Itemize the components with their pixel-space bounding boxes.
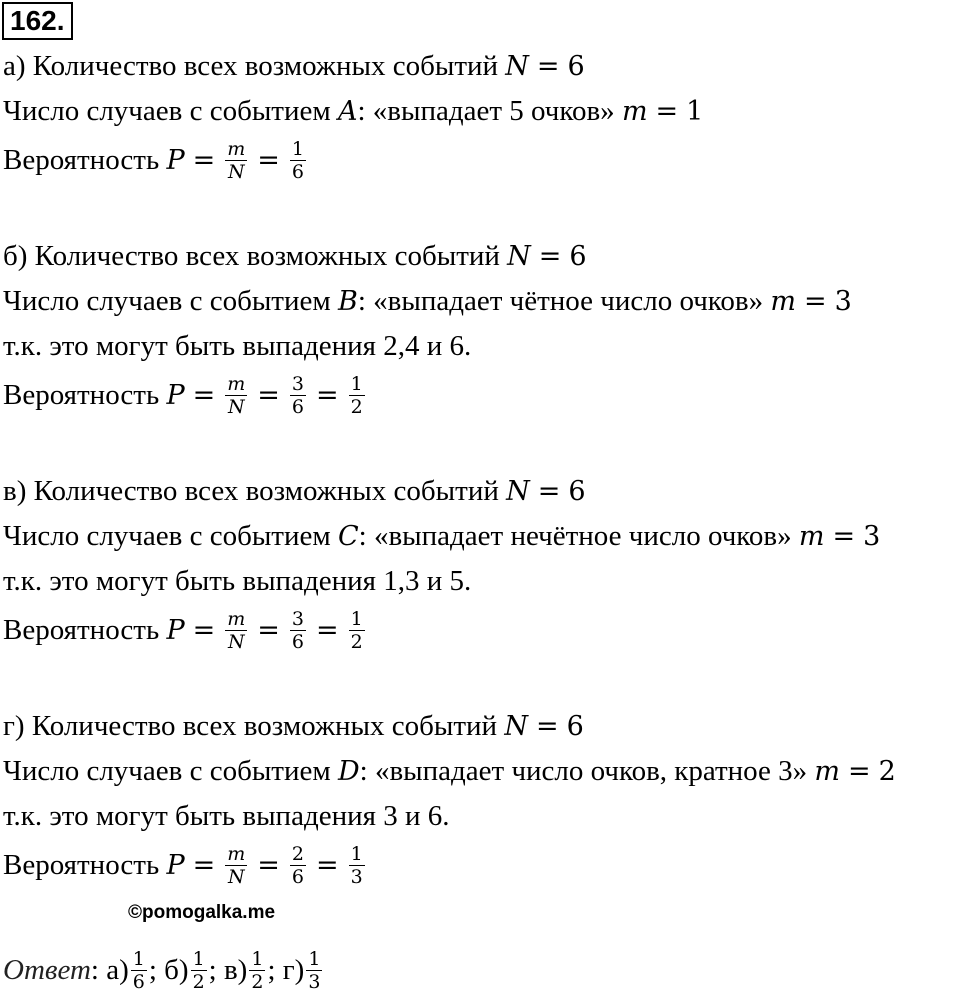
reason-values: 3 и 6. [383,800,450,832]
part-a-total-line [3,50,585,83]
fraction-numerator: 1 [251,948,264,970]
part-b-cases-line [3,285,852,318]
event-letter: C [337,521,359,552]
fraction [290,138,306,183]
answer-item-label: г) [282,954,305,987]
fraction [349,608,365,653]
fraction [349,373,365,418]
m-value: 2 [878,756,896,787]
part-d-total-line [3,710,584,743]
part-c-cases-line [3,520,880,553]
fraction [225,843,247,888]
var-p: P [166,145,185,177]
answer-colon: : [90,954,99,987]
fraction-denominator: 6 [291,161,304,183]
equals-sign: = [192,850,216,882]
equals-sign: = [192,145,216,177]
part-b-total-line [3,240,587,273]
equals-sign: = [535,711,559,742]
part-label: а) [3,50,26,82]
equals-sign: = [848,756,871,787]
fraction-numerator: 1 [350,843,363,865]
fraction-denominator: N [227,161,245,183]
part-c-total-line [3,475,586,508]
fraction-denominator: 6 [291,396,304,418]
var-m: m [770,286,796,317]
var-p: P [166,850,185,882]
cases-prefix: Число случаев с событием [3,285,331,317]
part-label: в) [3,475,27,507]
equals-sign: = [257,145,280,177]
answer-line [3,950,324,995]
fraction-numerator: m [227,608,246,630]
event-letter: B [337,286,358,317]
fraction [290,843,306,888]
equals-sign: = [257,380,280,412]
event-desc: : «выпадает число очков, кратное 3» [359,755,808,787]
total-text: Количество всех возможных событий [31,710,498,742]
fraction-denominator: 2 [350,396,363,418]
m-value: 3 [863,521,881,552]
fraction [290,608,306,653]
fraction [131,948,147,993]
fraction-numerator: m [227,843,246,865]
answer-item-label: а) [106,954,129,987]
m-value: 1 [686,96,704,127]
prob-label: Вероятность [3,614,160,647]
prob-label: Вероятность [3,379,160,412]
fraction-denominator: 6 [132,971,145,993]
problem-number: 162. [2,2,73,40]
fraction-numerator: 1 [350,373,363,395]
fraction [349,843,365,888]
equals-sign: = [315,615,339,647]
fraction [191,948,207,993]
fraction-denominator: 6 [291,866,304,888]
n-value: 6 [569,241,587,272]
prob-label: Вероятность [3,144,160,177]
fraction-denominator: N [227,631,245,653]
fraction-numerator: m [227,138,246,160]
answer-separator: ; [148,954,157,987]
equals-sign: = [315,380,339,412]
fraction-numerator: 3 [291,373,304,395]
var-m: m [814,756,841,787]
event-desc: : «выпадает нечётное число очков» [358,520,792,552]
fraction [249,948,265,993]
fraction-numerator: 2 [291,843,304,865]
fraction [290,373,306,418]
prob-label: Вероятность [3,849,160,882]
fraction-denominator: N [227,396,245,418]
fraction-denominator: N [227,866,245,888]
part-d-reason-line [3,800,449,832]
var-n: N [506,476,530,507]
var-n: N [504,711,528,742]
fraction-numerator: 1 [192,948,205,970]
part-d-probability-line [3,845,367,890]
fraction-numerator: 1 [308,948,321,970]
part-a-cases-line [3,95,703,128]
total-text: Количество всех возможных событий [33,475,499,507]
equals-sign: = [315,850,339,882]
fraction-denominator: 2 [350,631,363,653]
part-label: г) [3,710,25,742]
m-value: 3 [834,286,852,317]
answer-item-label: б) [164,954,189,987]
var-m: m [798,521,825,552]
total-text: Количество всех возможных событий [32,50,499,82]
equals-sign: = [538,241,562,272]
fraction-numerator: 3 [291,608,304,630]
event-letter: D [337,756,360,787]
part-b-reason-line [3,330,471,362]
answer-separator: ; [208,954,217,987]
fraction [306,948,322,993]
answer-separator: ; [267,954,276,987]
part-c-reason-line [3,565,471,597]
equals-sign: = [192,615,216,647]
fraction-denominator: 6 [291,631,304,653]
part-b-probability-line [3,375,367,420]
fraction-numerator: 1 [291,138,304,160]
fraction-numerator: m [227,373,246,395]
n-value: 6 [567,51,585,82]
cases-prefix: Число случаев с событием [3,520,331,552]
part-label: б) [3,240,28,272]
total-text: Количество всех возможных событий [34,240,500,272]
var-p: P [166,380,185,412]
event-desc: : «выпадает 5 очков» [357,95,615,127]
equals-sign: = [655,96,679,127]
equals-sign: = [832,521,856,552]
watermark: ©pomogalka.me [128,902,276,923]
fraction-numerator: 1 [350,608,363,630]
equals-sign: = [192,380,216,412]
equals-sign: = [803,286,827,317]
event-letter: A [337,96,358,127]
var-n: N [507,241,531,272]
fraction-numerator: 1 [132,948,145,970]
cases-prefix: Число случаев с событием [3,95,331,127]
fraction-denominator: 2 [192,971,205,993]
part-d-cases-line [3,755,896,788]
event-desc: : «выпадает чётное число очков» [357,285,764,317]
n-value: 6 [568,476,586,507]
fraction-denominator: 2 [251,971,264,993]
equals-sign: = [257,850,280,882]
part-a-probability-line [3,140,308,185]
cases-prefix: Число случаев с событием [3,755,331,787]
n-value: 6 [566,711,584,742]
fraction [225,373,247,418]
equals-sign: = [257,615,280,647]
var-n: N [505,51,529,82]
equals-sign: = [536,51,560,82]
equals-sign: = [537,476,561,507]
var-m: m [621,96,648,127]
answer-item-label: в) [223,954,248,987]
reason-values: 2,4 и 6. [383,330,472,362]
reason-values: 1,3 и 5. [383,565,472,597]
tk-prefix: т.к. это могут быть выпадения [3,330,376,362]
tk-prefix: т.к. это могут быть выпадения [3,800,376,832]
fraction-denominator: 3 [308,971,321,993]
var-p: P [166,615,185,647]
part-c-probability-line [3,610,367,655]
fraction [225,608,247,653]
tk-prefix: т.к. это могут быть выпадения [3,565,376,597]
fraction-denominator: 3 [350,866,363,888]
fraction [225,138,247,183]
answer-label: Ответ [3,954,91,987]
